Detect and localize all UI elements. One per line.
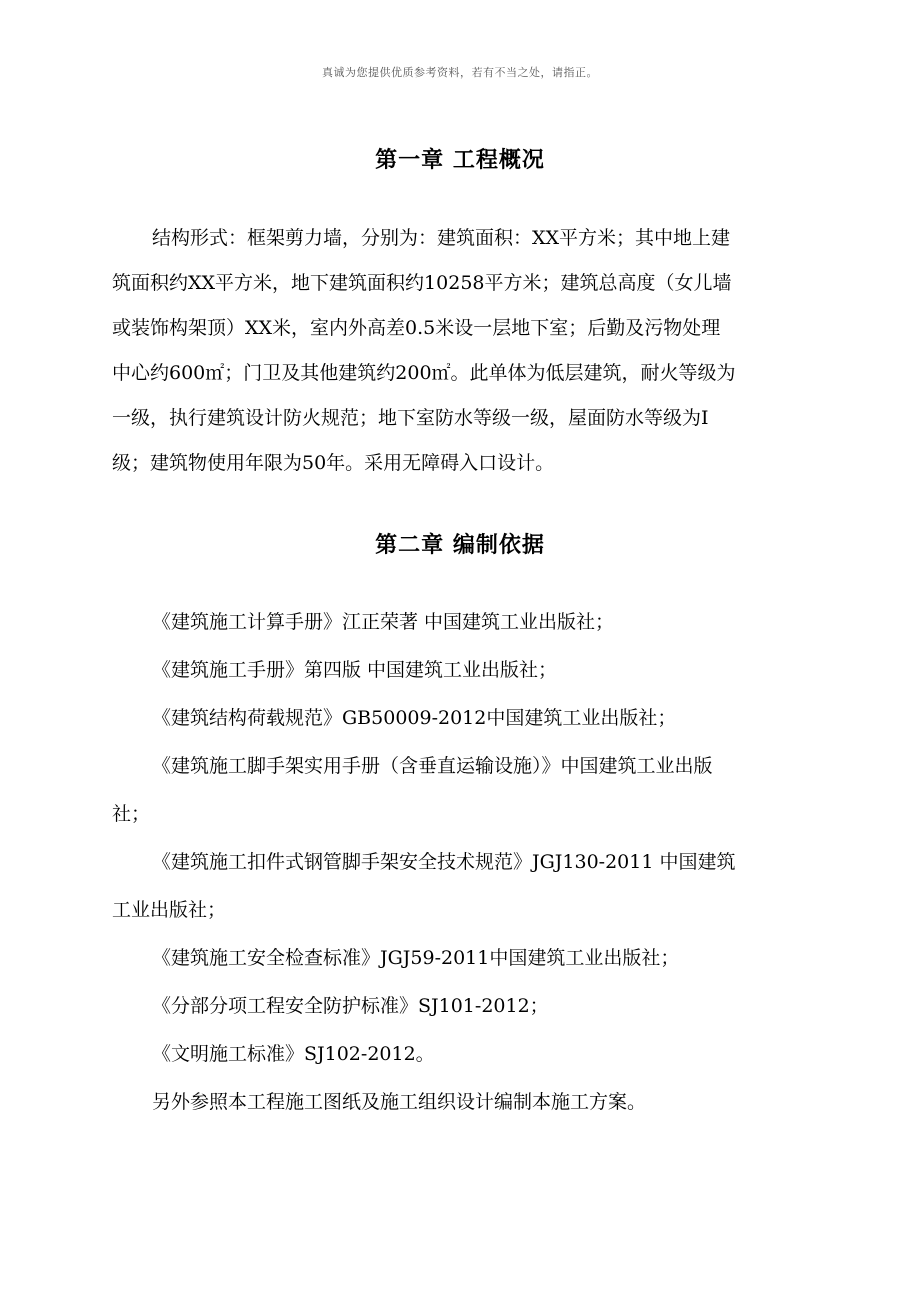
paragraph-line: 或装饰构架顶）XX米，室内外高差0.5米设一层地下室；后勤及污物处理 [112, 317, 721, 339]
reference-text: 《建筑施工安全检查标准》JGJ59-2011中国建筑工业出版社； [152, 947, 680, 969]
reference-text-continued: 社； [112, 803, 151, 825]
reference-text: 《建筑施工计算手册》江正荣著 中国建筑工业出版社； [152, 611, 615, 633]
paragraph-line: 级；建筑物使用年限为50年。采用无障碍入口设计。 [112, 452, 555, 474]
chapter-1-paragraph [112, 216, 812, 486]
reference-text: 《建筑施工脚手架实用手册（含垂直运输设施）》中国建筑工业出版 [152, 755, 713, 777]
paragraph-line: 中心约600㎡；门卫及其他建筑约200㎡。此单体为低层建筑，耐火等级为 [112, 362, 736, 384]
reference-item [112, 742, 812, 838]
reference-text: 《建筑结构荷载规范》GB50009-2012中国建筑工业出版社； [152, 707, 677, 729]
reference-list [112, 598, 812, 1126]
reference-item [112, 1030, 812, 1078]
reference-text: 《建筑施工手册》第四版 中国建筑工业出版社； [152, 659, 558, 681]
reference-item [112, 982, 812, 1030]
reference-item [112, 646, 812, 694]
chapter-1-title: 第一章 工程概况 [375, 148, 545, 173]
reference-item [112, 838, 812, 934]
paragraph-line: 筑面积约XX平方米，地下建筑面积约10258平方米；建筑总高度（女儿墙 [112, 272, 732, 294]
paragraph-line: 一级，执行建筑设计防火规范；地下室防水等级一级，屋面防水等级为Ⅰ [112, 407, 709, 429]
header-note: 真诚为您提供优质参考资料，若有不当之处，请指正。 [322, 66, 598, 79]
reference-text: 另外参照本工程施工图纸及施工组织设计编制本施工方案。 [152, 1091, 647, 1113]
paragraph-line: 结构形式：框架剪力墙，分别为：建筑面积：XX平方米；其中地上建 [152, 227, 731, 249]
chapter-2-title: 第二章 编制依据 [375, 533, 545, 558]
reference-text: 《文明施工标准》SJ102-2012。 [152, 1043, 435, 1065]
reference-item [112, 1078, 812, 1126]
reference-item [112, 934, 812, 982]
reference-text: 《建筑施工扣件式钢管脚手架安全技术规范》JGJ130-2011 中国建筑 [152, 851, 736, 873]
reference-item [112, 598, 812, 646]
reference-item [112, 694, 812, 742]
reference-text-continued: 工业出版社； [112, 899, 227, 921]
reference-text: 《分部分项工程安全防护标准》SJ101-2012； [152, 995, 549, 1017]
